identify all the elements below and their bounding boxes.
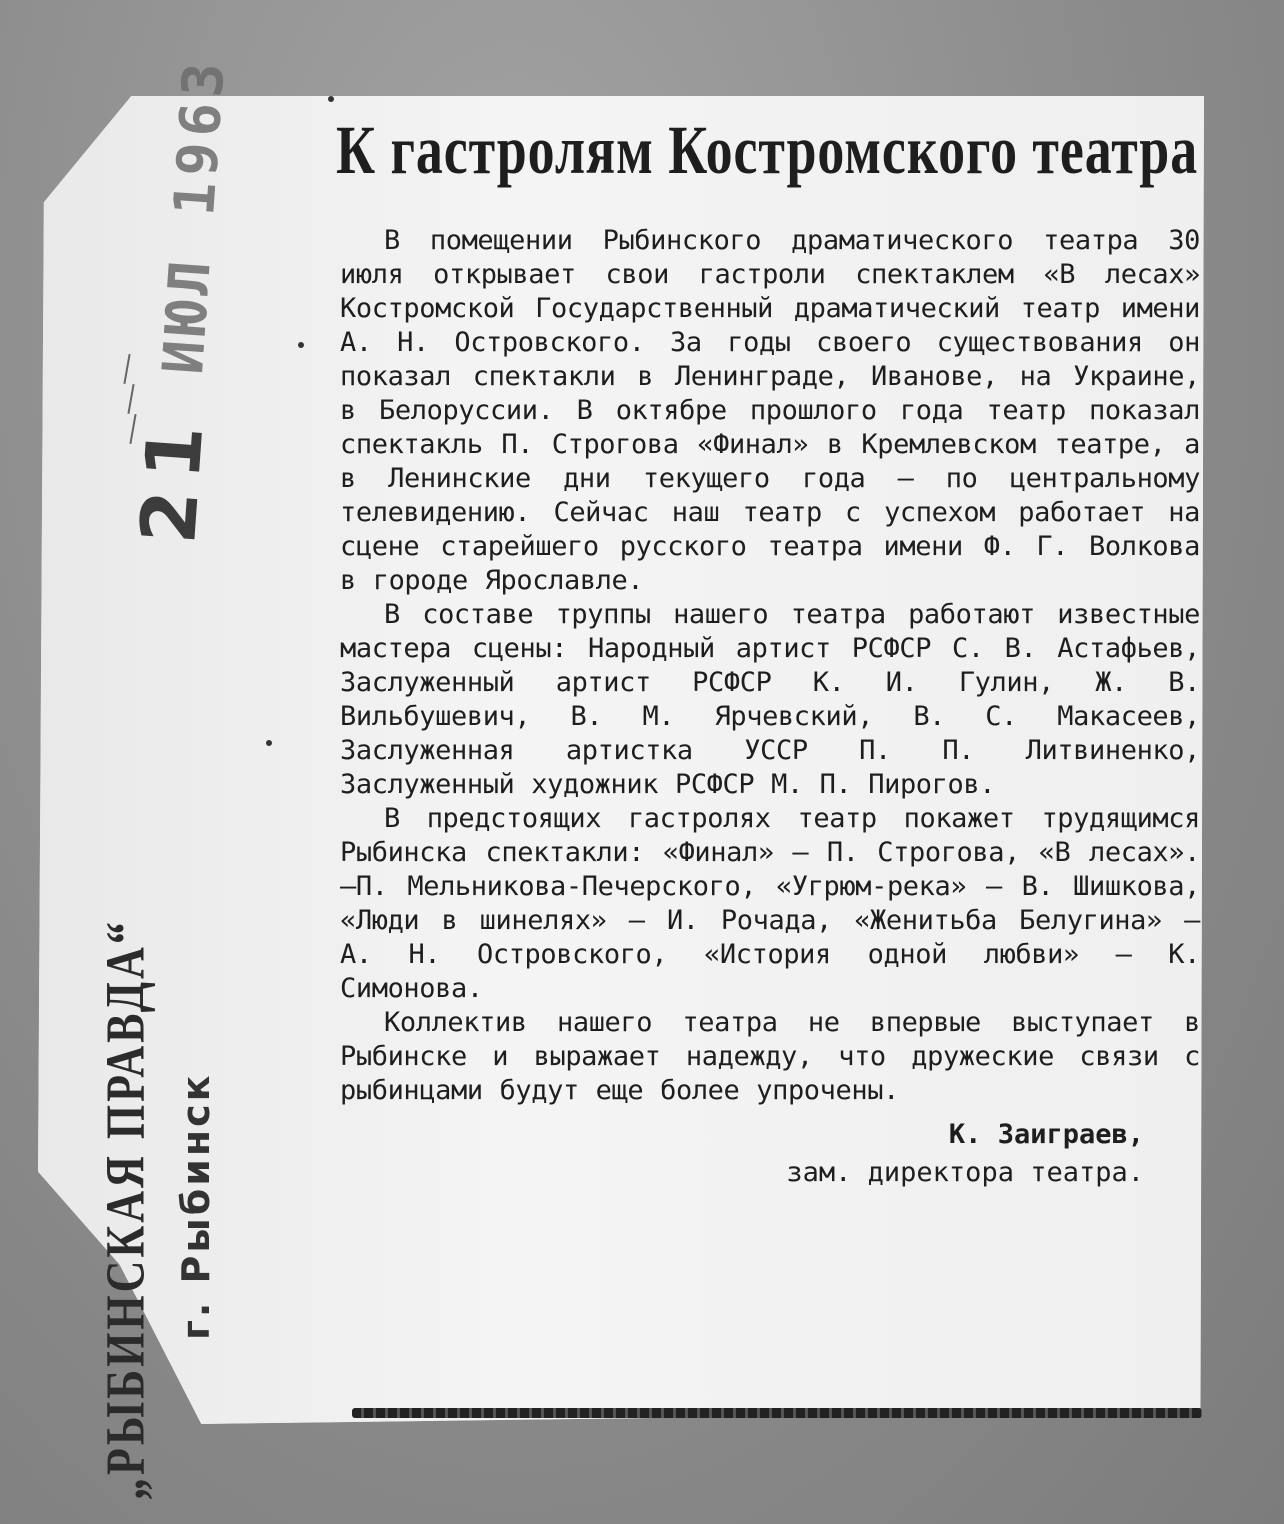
stamp-day: 21 bbox=[123, 410, 222, 547]
article-paragraph: В составе труппы нашего театра работают известные мастера сцены: Народный артист РСФСР С. В. Астафьев, Заслуженный артист РСФСР К. И. Гулин, Ж. В. Вильбушевич, В. М. Ярчевский, В. С. Макасеев, Заслуженная артистка УССР П. П. Литвиненко, Заслуженный художник РСФСР М. П. Пирогов. bbox=[340, 599, 1200, 800]
ink-dot bbox=[298, 342, 304, 348]
article-body bbox=[340, 224, 1200, 1108]
signature-role: зам. директора театра. bbox=[786, 1157, 1144, 1188]
article-paragraph: В предстоящих гастролях театр покажет трудящимся Рыбинска спектакли: «Финал» — П. Строгова, «В лесах».—П. Мельникова-Печерского, «Угрюм-река» — В. Шишкова, «Люди в шинелях» — И. Рочада, «Женитьба Белугина» — А. Н. Островского, «История одной любви» — К. Симонова. bbox=[340, 803, 1200, 1004]
stamp-city: г. Рыбинск bbox=[174, 1072, 218, 1340]
signature bbox=[340, 1116, 1200, 1192]
article-paragraph: В помещении Рыбинского драматического театра 30 июля открывает свои гастроли спектаклем «В лесах» Костромской Государственный драматический театр имени А. Н. Островского. За годы своего существования он показал спектакли в Ленинграде, Иванове, на Украине, в Белоруссии. В октябре прошлого года театр показал спектакль П. Строгова «Финал» в Кремлевском театре, а в Ленинские дни текущего года — по центральному телевидению. Сейчас наш театр с успехом работает на сцене старейшего русского театра имени Ф. Г. Волкова в городе Ярославле. bbox=[340, 225, 1200, 596]
newspaper-stamp bbox=[94, 740, 250, 1500]
ink-dot bbox=[328, 96, 334, 102]
article-headline: К гастролям Костромского театра bbox=[336, 111, 1199, 189]
stamp-newspaper-name: „РЫБИНСКАЯ ПРАВДА“ bbox=[94, 919, 157, 1500]
article bbox=[336, 108, 1200, 1192]
article-paragraph: Коллектив нашего театра не впервые выступает в Рыбинске и выражает надежду, что дружеские связи с рыбинцами будут еще более упрочены. bbox=[340, 1007, 1200, 1106]
ink-dot bbox=[266, 740, 272, 746]
signature-name: К. Заиграев, bbox=[948, 1119, 1144, 1150]
bottom-rule bbox=[352, 1408, 1202, 1418]
stamp-month-year: ИЮЛ 1963 bbox=[151, 54, 239, 377]
